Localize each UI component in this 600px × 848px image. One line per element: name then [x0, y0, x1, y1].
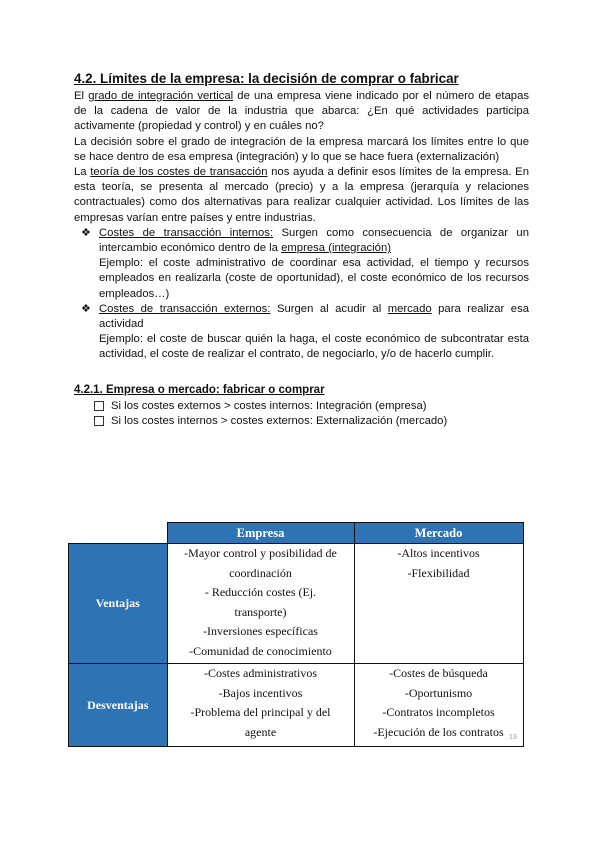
- table-corner-cell: [69, 523, 168, 544]
- bullet-external-costs: [81, 302, 529, 363]
- cell-line: -Problema del principal y del: [190, 705, 331, 720]
- paragraph-integration: [74, 89, 529, 135]
- text-run: El: [74, 90, 89, 102]
- bullet-example: Ejemplo: el coste de buscar quién la haga, el coste económico de subcontratar esta actividad, el coste de realizar el contrato, de negociarlo, y/o de hacerlo cumplir.: [99, 333, 529, 361]
- text-run: Surgen como consecuencia de organizar un intercambio económico dentro de la: [99, 226, 529, 255]
- table-row: [69, 544, 524, 664]
- underlined-term: mercado: [387, 302, 432, 315]
- checklist-item: [94, 414, 529, 429]
- column-header-empresa: Empresa: [167, 523, 354, 544]
- table-header-row: [69, 523, 524, 544]
- checkbox-icon: [94, 401, 104, 411]
- comparison-table: [68, 522, 524, 747]
- row-header-desventajas: Desventajas: [69, 664, 168, 747]
- text-run: de una empresa viene indicado por el número de etapas de la cadena de valor de la industria que abarca: ¿En qué actividades participa activamente (propiedad y control) y en cuáles no?: [74, 90, 529, 133]
- cell-empresa-ventajas: [167, 544, 354, 664]
- paragraph-transaction-theory: [74, 165, 529, 226]
- bullet-title: Costes de transacción externos:: [99, 302, 271, 315]
- table-row: [69, 664, 524, 747]
- bullet-internal-costs: [81, 226, 529, 302]
- cell-line: -Flexibilidad: [407, 565, 470, 580]
- section-title: 4.2. Límites de la empresa: la decisión de comprar o fabricar: [74, 71, 459, 86]
- cell-mercado-desventajas: [354, 664, 523, 747]
- text-run: para realizar esa actividad: [99, 302, 529, 331]
- page-number: 13: [509, 734, 517, 741]
- bullet-example: Ejemplo: el coste administrativo de coordinar esa actividad, el tiempo y recursos empleados en realizarla (coste de oportunidad), el coste económico de los recursos empleados…): [99, 257, 529, 300]
- text-run: La: [74, 166, 91, 179]
- cell-line: -Costes de búsqueda: [389, 666, 488, 680]
- bullet-text: [99, 302, 529, 332]
- diamond-bullet-icon: ❖: [81, 302, 91, 315]
- cell-line: agente: [244, 724, 277, 739]
- cost-bullets: [74, 226, 529, 363]
- cell-line: -Comunidad de conocimiento: [189, 643, 332, 658]
- row-header-ventajas: Ventajas: [69, 544, 168, 664]
- checklist-text: Si los costes externos > costes internos: Integración (empresa): [111, 399, 427, 412]
- checkbox-icon: [94, 416, 104, 426]
- cell-line: coordinación: [229, 565, 292, 580]
- cell-line: -Mayor control y posibilidad de: [184, 546, 337, 560]
- cell-line: -Ejecución de los contratos: [373, 724, 504, 739]
- cell-line: -Altos incentivos: [397, 546, 480, 560]
- checklist-item: [94, 399, 529, 414]
- cell-line: -Contratos incompletos: [382, 705, 495, 720]
- underlined-term: teoría de los costes de transacción: [90, 166, 268, 179]
- diamond-bullet-icon: ❖: [81, 226, 91, 239]
- subsection-title: 4.2.1. Empresa o mercado: fabricar o comprar: [74, 383, 325, 396]
- cell-mercado-ventajas: [354, 544, 523, 664]
- bullet-title: Costes de transacción internos:: [99, 226, 274, 239]
- text-run: Surgen al acudir al: [270, 302, 388, 315]
- cell-line: -Bajos incentivos: [218, 685, 303, 700]
- text-run: nos ayuda a definir esos límites de la empresa. En esta teoría, se presenta al mercado (precio) y a la empresa (jerarquía y relaciones contractuales) como dos alternativas para realizar cualquier actividad. Los límites de las empresas varían entre países y entre industrias.: [74, 166, 529, 224]
- cell-line: -Inversiones específicas: [203, 624, 318, 639]
- cell-line: - Reducción costes (Ej.: [204, 585, 317, 600]
- underlined-term: empresa (integración): [281, 242, 391, 255]
- underlined-term: grado de integración vertical: [88, 90, 234, 102]
- document-page: [74, 70, 529, 429]
- bullet-text: [99, 226, 529, 256]
- paragraph-limits: La decisión sobre el grado de integración de la empresa marcará los límites entre lo que se hace dentro de esa empresa (integración) y lo que se hace fuera (externalización): [74, 135, 529, 163]
- cell-line: -Costes administrativos: [204, 666, 317, 680]
- checklist-text: Si los costes internos > costes externos: Externalización (mercado): [111, 414, 448, 427]
- cell-line: -Oportunismo: [404, 685, 473, 700]
- column-header-mercado: Mercado: [354, 523, 523, 544]
- cell-empresa-desventajas: [167, 664, 354, 747]
- cell-line: transporte): [234, 604, 287, 619]
